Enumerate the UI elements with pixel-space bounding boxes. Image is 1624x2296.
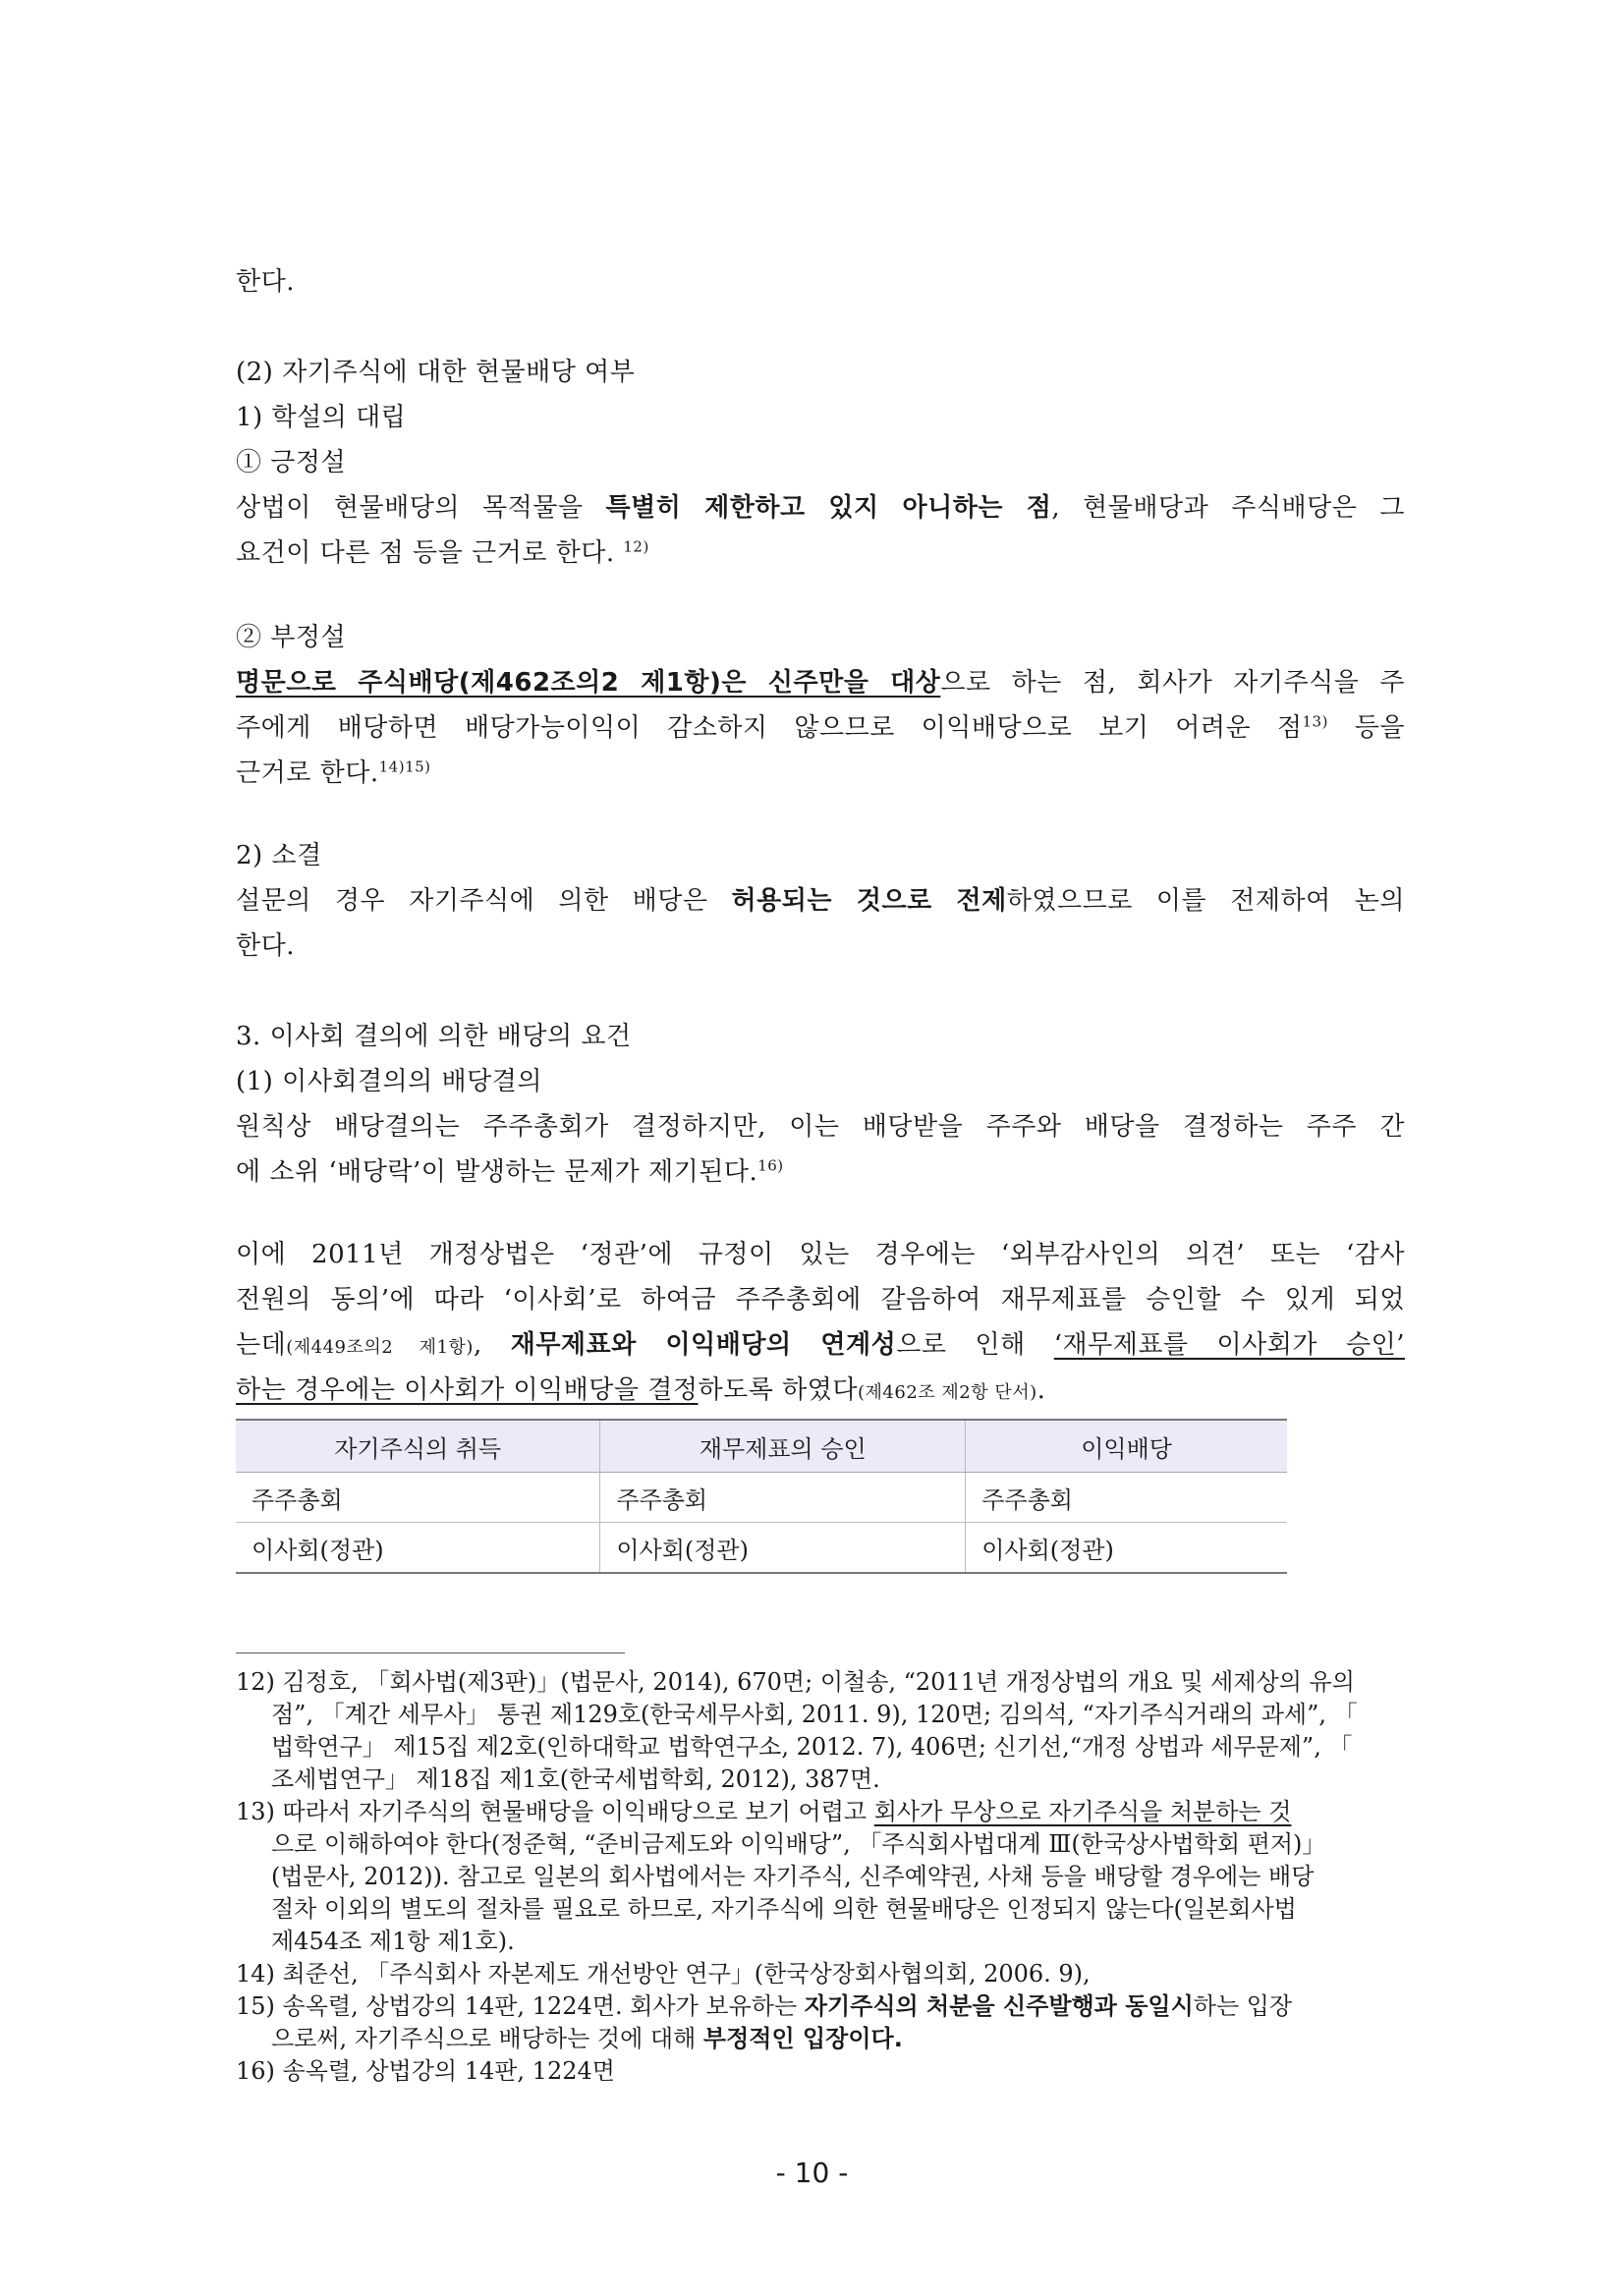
table-cell: 이사회(정관)	[966, 1523, 1287, 1574]
footnote-line: 으로 이해하여야 한다(정준혁, “준비금제도와 이익배당”, 「주식회사법대계 Ⅲ(한국상사법학회 편저)」	[271, 1830, 1326, 1858]
footnote-line: 으로써, 자기주식으로 배당하는 것에 대해 부정적인 입장이다.	[271, 2025, 903, 2052]
footnote-line: 점”, 「계간 세무사」 통권 제129호(한국세무사회, 2011. 9), 120면; 김의석, “자기주식거래의 과세”, 「	[271, 1701, 1358, 1728]
subsection-heading: (1) 이사회결의의 배당결의	[236, 1067, 543, 1096]
table-cell: 주주총회	[966, 1473, 1287, 1523]
table-header-cell: 자기주식의 취득	[236, 1420, 600, 1473]
footnote-line: (법문사, 2012)). 참고로 일본의 회사법에서는 자기주식, 신주예약권, 사채 등을 배당할 경우에는 배당	[271, 1863, 1315, 1890]
footnote-ref: 14)15)	[378, 757, 431, 776]
footnote-ref: 16)	[757, 1156, 784, 1175]
text-line: 에 소위 ‘배당락’이 발생하는 문제가 제기된다.$^{16)}$	[236, 1156, 784, 1187]
footnote-15: 15) 송옥렬, 상법강의 14판, 1224면. 회사가 보유하는 자기주식의 처분을 신주발행과 동일시하는 입장	[236, 1992, 1293, 2020]
footnotes	[236, 1666, 1405, 2088]
footnote-12: 12) 김정호, 「회사법(제3판)」(법문사, 2014), 670면; 이철송, “2011년 개정상법의 개요 및 세제상의 유의	[236, 1668, 1355, 1696]
section-heading: (2) 자기주식에 대한 현물배당 여부	[236, 358, 636, 387]
text-line: 설문의 경우 자기주식에 의한 배당은 허용되는 것으로 전제하였으므로 이를 전제하여 논의	[236, 886, 1405, 916]
text-line: 한다.	[236, 267, 295, 297]
footnote-16: 16) 송옥렬, 상법강의 14판, 1224면	[236, 2057, 615, 2085]
amendment-paragraph	[236, 1232, 1405, 1413]
page-number: - 10 -	[775, 2156, 849, 2189]
subsection-heading: 1) 학설의 대립	[236, 403, 407, 432]
footnote-line: 법학연구」 제15집 제2호(인하대학교 법학연구소, 2012. 7), 406면; 신기선,“개정 상법과 세무문제”, 「	[271, 1733, 1353, 1761]
text-line: 하는 경우에는 이사회가 이익배당을 결정하도록 하였다(제462조 제2항 단서).	[236, 1375, 1046, 1405]
text-line: 한다.	[236, 931, 295, 961]
text-line: 주에게 배당하면 배당가능이익이 감소하지 않으므로 이익배당으로 보기 어려운 점$^{13)}$ 등을	[236, 712, 1406, 743]
table-row	[236, 1473, 1287, 1523]
text-line: 상법이 현물배당의 목적물을 특별히 제한하고 있지 아니하는 점, 현물배당과 주식배당은 그	[236, 493, 1405, 523]
negative-view-block	[236, 615, 1405, 796]
text-line: 전원의 동의’에 따라 ‘이사회’로 하여금 주주총회에 갈음하여 재무제표를 승인할 수 있게 되었	[236, 1285, 1405, 1315]
footnote-ref: 12)	[623, 537, 649, 556]
text-line: 요건이 다른 점 등을 근거로 한다. $^{12)}$	[236, 537, 649, 568]
table-cell: 이사회(정관)	[236, 1523, 600, 1574]
text-line: 원칙상 배당결의는 주주총회가 결정하지만, 이는 배당받을 주주와 배당을 결정하는 주주 간	[236, 1112, 1405, 1142]
conclusion-block	[236, 833, 1405, 969]
text-line: 이에 2011년 개정상법은 ‘정관’에 규정이 있는 경우에는 ‘외부감사인의 의견’ 또는 ‘감사	[236, 1240, 1405, 1269]
table-cell: 이사회(정관)	[600, 1523, 966, 1574]
text-line: 는데(제449조의2 제1항), 재무제표와 이익배당의 연계성으로 인해 ‘재무제표를 이사회가 승인’	[236, 1330, 1406, 1360]
table-cell: 주주총회	[236, 1473, 600, 1523]
subsection-heading: ② 부정설	[236, 623, 347, 652]
paragraph-intro	[236, 259, 1405, 305]
approval-table	[236, 1419, 1287, 1574]
table-header-row	[236, 1420, 1287, 1473]
section-heading: 3. 이사회 결의에 의한 배당의 요건	[236, 1022, 632, 1051]
section-2-block	[236, 350, 1405, 576]
table-cell: 주주총회	[600, 1473, 966, 1523]
footnote-line: 제454조 제1항 제1호).	[271, 1928, 515, 1955]
footnote-ref: 13)	[1302, 712, 1328, 731]
footnote-13: 13) 따라서 자기주식의 현물배당을 이익배당으로 보기 어렵고 회사가 무상으로 자기주식을 처분하는 것	[236, 1798, 1292, 1825]
section-3-block	[236, 1014, 1405, 1195]
text-line: 명문으로 주식배당(제462조의2 제1항)은 신주만을 대상으로 하는 점, 회사가 자기주식을 주	[236, 668, 1405, 698]
footnote-line: 조세법연구」 제18집 제1호(한국세법학회, 2012), 387면.	[271, 1765, 880, 1793]
footnote-divider	[236, 1652, 625, 1653]
text-line: 근거로 한다.$^{14)15)}$	[236, 757, 431, 788]
table-header-cell: 이익배당	[966, 1420, 1287, 1473]
subsection-heading: ① 긍정설	[236, 448, 347, 477]
table-header-cell: 재무제표의 승인	[600, 1420, 966, 1473]
footnote-14: 14) 최준선, 「주식회사 자본제도 개선방안 연구」(한국상장회사협의회, 2006. 9),	[236, 1960, 1091, 1988]
subsection-heading: 2) 소결	[236, 841, 322, 870]
footnote-line: 절차 이외의 별도의 절차를 필요로 하므로, 자기주식에 의한 현물배당은 인정되지 않는다(일본회사법	[271, 1895, 1297, 1923]
table-row	[236, 1523, 1287, 1574]
